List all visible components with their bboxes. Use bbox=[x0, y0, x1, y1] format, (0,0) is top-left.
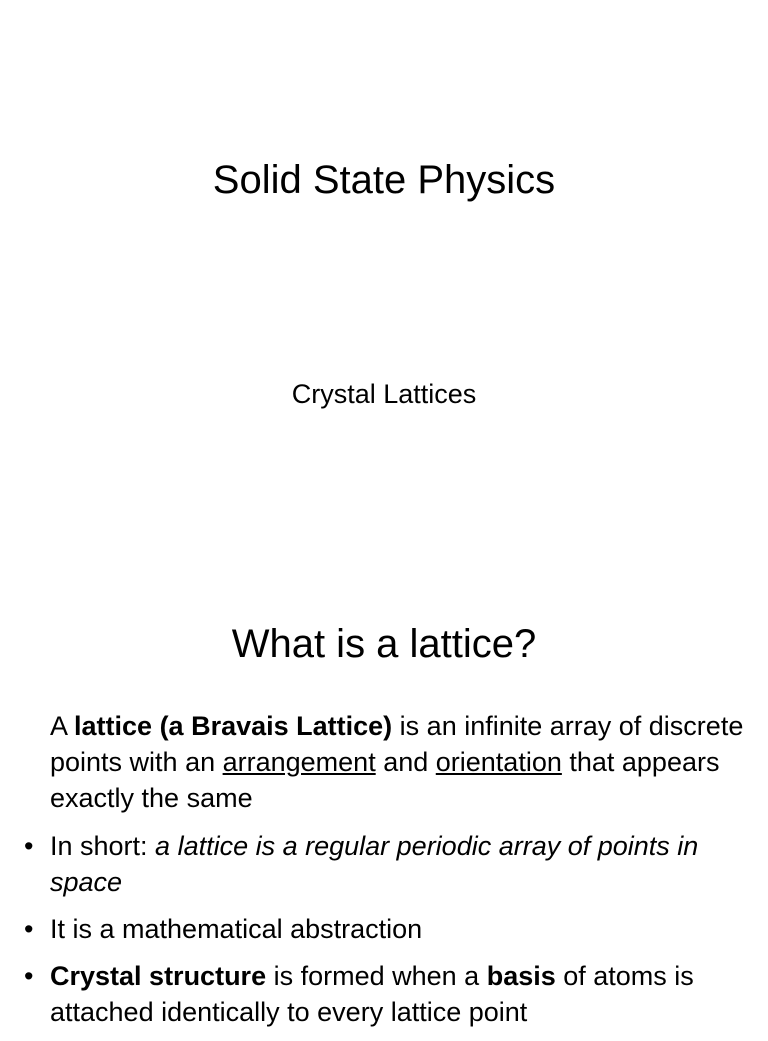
text-run: that appears exactly the same bbox=[50, 747, 720, 813]
bold-term: basis bbox=[486, 961, 556, 991]
text-run: is formed when a bbox=[266, 961, 487, 991]
text-run: A bbox=[50, 711, 75, 741]
text-run: It is a mathematical abstraction bbox=[50, 914, 423, 944]
lattice-definition-paragraph bbox=[50, 708, 750, 816]
slide-title: What is a lattice? bbox=[231, 622, 537, 666]
bullet-item bbox=[50, 828, 750, 900]
bullet-item bbox=[50, 958, 750, 1030]
slide-subtitle: Crystal Lattices bbox=[291, 379, 477, 409]
text-run: is an infinite array of discrete points with an bbox=[50, 711, 744, 777]
text-run: In short: bbox=[50, 831, 156, 861]
text-run: of atoms is attached identically to every lattice point bbox=[50, 961, 694, 1027]
italic-definition: a lattice is a regular periodic array of points in space bbox=[50, 831, 699, 897]
bullet-list bbox=[50, 828, 750, 1041]
bold-term: Crystal structure bbox=[50, 961, 267, 991]
underlined-term: orientation bbox=[435, 747, 562, 777]
bullet-item bbox=[50, 911, 750, 947]
lattice-definition-slide bbox=[0, 576, 768, 1027]
bold-term: lattice (a Bravais Lattice) bbox=[74, 711, 393, 741]
slide-title: Solid State Physics bbox=[212, 158, 556, 202]
underlined-term: arrangement bbox=[222, 747, 376, 777]
text-run: and bbox=[375, 747, 436, 777]
